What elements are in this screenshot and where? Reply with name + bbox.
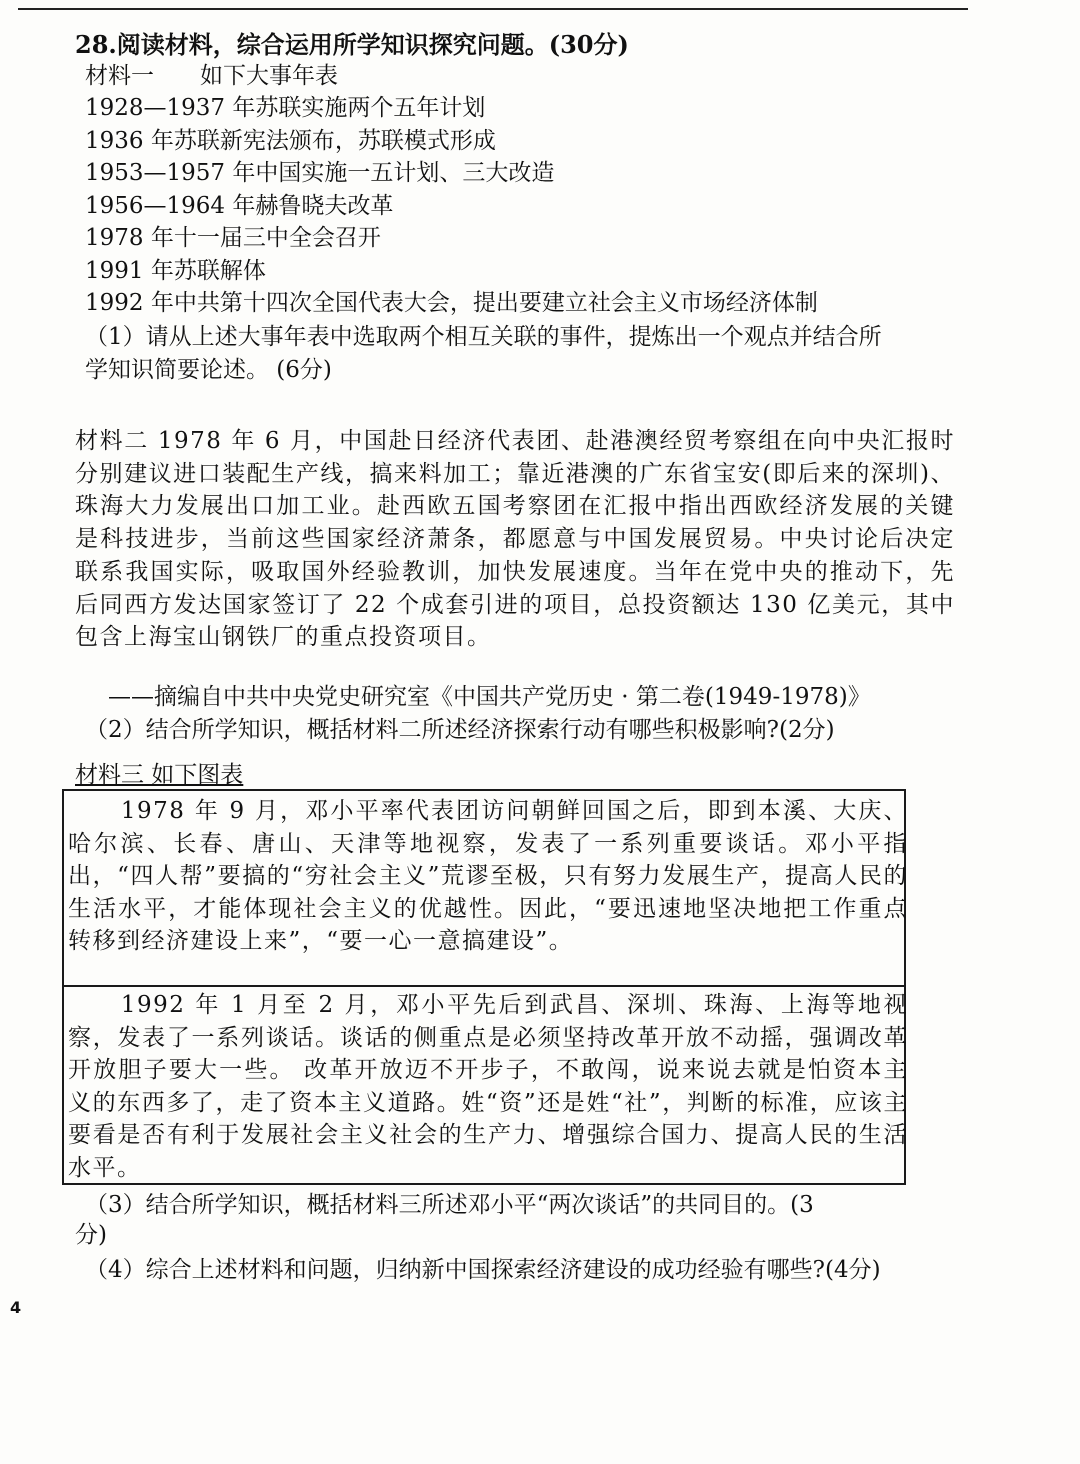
timeline-event: 1936 年苏联新宪法颁布，苏联模式形成 [85,128,496,154]
quote-1992-text: 1992 年 1 月至 2 月，邓小平先后到武昌、深圳、珠海、上海等地视察，发表了一系列谈话。谈话的侧重点是必须坚持改革开放不动摇，强调改革开放胆子要大一些。 改革开放迈不开步子，不敢闯，说来说去就是怕资本主义的东西多了，走了资本主义道路。姓“资”还是姓“社”，判断的标准，应该主要看是否有利于发展社会主义社会的生产力、增强综合国力、提高人民的生活水平。 [68,992,908,1181]
question-1-line: （1）请从上述大事年表中选取两个相互关联的事件，提炼出一个观点并结合所 [85,324,882,350]
question-1-line: 学知识简要论述。 (6分) [85,357,332,383]
material2-text: 材料二 1978 年 6 月，中国赴日经济代表团、赴港澳经贸考察组在向中央汇报时分别建议进口装配生产线，搞来料加工；靠近港澳的广东省宝安(即后来的深圳)、珠海大力发展出口加工业。赴西欧五国考察团在汇报中指出西欧经济发展的关键是科技进步，当前这些国家经济萧条，都愿意与中国发展贸易。中央讨论后决定联系我国实际，吸取国外经验教训，加快发展速度。当年在党中央的推动下，先后同西方发达国家签订了 22 个成套引进的项目，总投资额达 130 亿美元，其中包含上海宝山钢铁厂的重点投资项目。 [75,428,955,651]
quote-1978-text: 1978 年 9 月，邓小平率代表团访问朝鲜回国之后，即到本溪、大庆、哈尔滨、长春、唐山、天津等地视察，发表了一系列重要谈话。邓小平指出，“四人帮”要搞的“穷社会主义”荒谬至极，只有努力发展生产，提高人民的生活水平，才能体现社会主义的优越性。因此，“要迅速地坚决地把工作重点转移到经济建设上来”，“要一心一意搞建设”。 [68,798,908,954]
material2-source: ——摘编自中共中央党史研究室《中国共产党历史 · 第二卷(1949-1978)》 [108,684,871,710]
question-3-line: （3）结合所学知识，概括材料三所述邓小平“两次谈话”的共同目的。(3 [85,1192,814,1218]
material1-heading: 材料一 如下大事年表 [85,63,338,89]
quote-box-1978 [62,789,906,987]
question-3-line: 分) [75,1222,107,1248]
timeline-event: 1953—1957 年中国实施一五计划、三大改造 [85,160,555,186]
timeline-event: 1978 年十一届三中全会召开 [85,225,381,251]
question-4: （4）综合上述材料和问题，归纳新中国探索经济建设的成功经验有哪些?(4分) [85,1257,881,1283]
page-number: 4 [10,1298,22,1317]
top-divider [18,8,968,10]
quote-box-1992 [62,985,906,1185]
timeline-event: 1991 年苏联解体 [85,258,266,284]
question-title: 28.阅读材料，综合运用所学知识探究问题。(30分) [75,30,629,59]
material3-heading: 材料三 如下图表 [75,762,244,788]
question-2: （2）结合所学知识，概括材料二所述经济探索行动有哪些积极影响?(2分) [85,717,835,743]
timeline-event: 1956—1964 年赫鲁晓夫改革 [85,193,394,219]
timeline-event: 1928—1937 年苏联实施两个五年计划 [85,95,486,121]
timeline-event: 1992 年中共第十四次全国代表大会，提出要建立社会主义市场经济体制 [85,290,818,316]
